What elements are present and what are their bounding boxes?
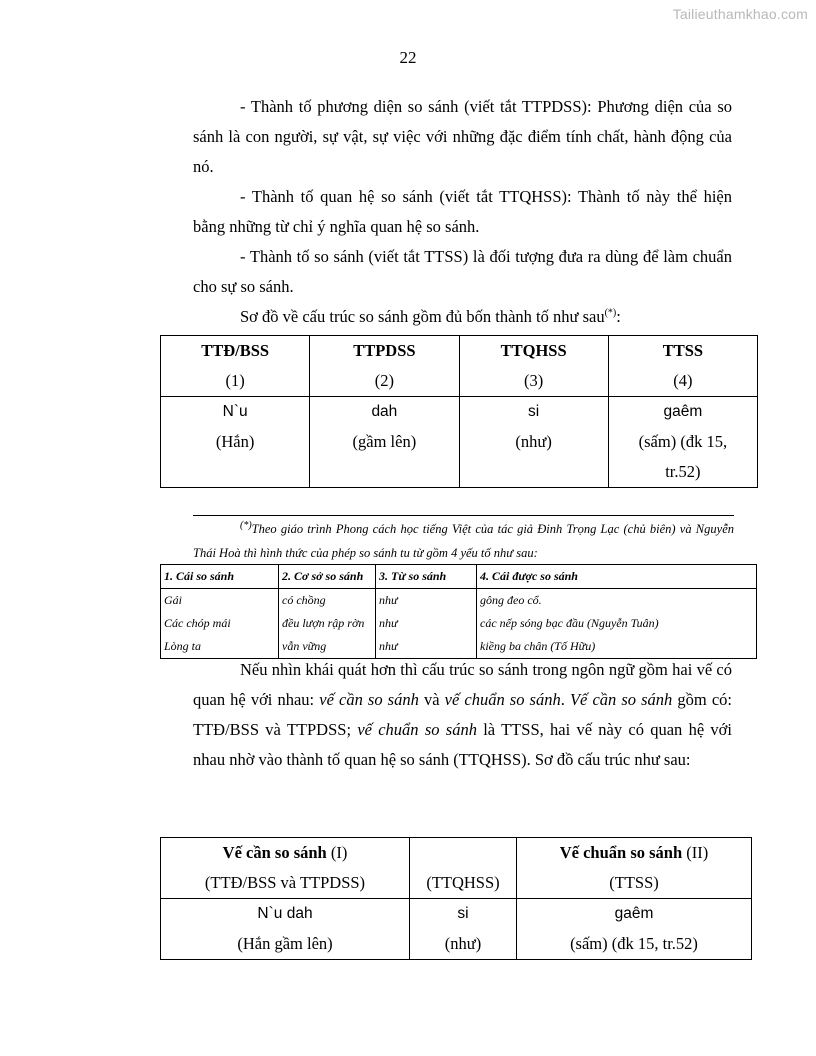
header-name: TTĐ/BSS [201,341,270,360]
table-cell: Lòng ta [161,635,279,659]
table-header-row [161,336,758,397]
watermark: Tailieuthamkhao.com [672,6,808,22]
original-text: N`u [222,403,248,420]
header-name: TTQHSS [500,341,567,360]
header-cell: 3. Từ so sánh [376,565,477,589]
header-sub: (TTQHSS) [426,873,500,892]
header-cell [410,838,517,899]
paragraph-ttqhss: - Thành tố quan hệ so sánh (viết tắt TTQHSS): Thành tố này thể hiện bằng những từ chỉ ý nghĩa quan hệ so sánh. [193,187,732,236]
footnote-text: Theo giáo trình Phong cách học tiếng Việt của tác giả Đinh Trọng Lạc (chủ biên) và Nguyễn Thái Hoà thì hình thức của phép so sánh tu từ gồm 4 yếu tố như sau: [193,522,734,560]
table-cell: như [376,612,477,635]
p5-term: vế chuẩn so sánh [444,690,561,709]
table-row [161,899,752,960]
paragraph-diagram-intro [193,302,732,332]
structure-table-four-components [160,335,758,488]
table-header-row [161,565,757,589]
table-row [161,589,757,613]
table-cell: như [376,635,477,659]
translation-text: (Hắn) [215,432,255,451]
header-cell: 1. Cái so sánh [161,565,279,589]
header-cell [310,336,459,397]
footnote [193,517,734,565]
p5-text: Nếu nhìn khái quát hơn thì cấu trúc so sánh trong ngôn ngữ gồm hai vế có quan hệ với nhau: [193,660,732,709]
table-cell: Gái [161,589,279,613]
translation-text: (sấm) (đk 15, tr.52) [570,934,698,953]
table-cell [517,899,752,960]
translation-text: (như) [515,432,552,451]
p5-text: . [560,690,570,709]
original-text: dah [371,403,398,420]
table-cell: gông đeo cổ. [477,589,757,613]
footnote-ref: (*) [604,307,617,319]
header-cell: 2. Cơ sở so sánh [279,565,376,589]
header-cell: 4. Cái được so sánh [477,565,757,589]
table-row [161,397,758,488]
original-text: gaêm [663,403,703,420]
original-text: N`u dah [257,905,313,922]
header-name: TTSS [662,341,704,360]
footnote-mark: (*) [240,519,252,531]
translation-text: (Hắn gầm lên) [237,934,333,953]
table-cell: Các chóp mái [161,612,279,635]
p5-term: vế cần so sánh [319,690,419,709]
header-title [521,838,747,868]
table-cell [161,397,310,488]
header-sub: (TTSS) [609,873,659,892]
header-cell [161,838,410,899]
header-cell [459,336,608,397]
paragraph-ttss: - Thành tố so sánh (viết tắt TTSS) là đối tượng đưa ra dùng để làm chuẩn cho sự so sánh. [193,247,732,296]
header-suffix: (I) [326,843,348,862]
structure-table-two-sides [160,837,752,960]
table-cell: kiềng ba chân (Tố Hữu) [477,635,757,659]
paragraph-ttpdss: - Thành tố phương diện so sánh (viết tắt TTPDSS): Phương diện của so sánh là con người, sự vật, sự việc với những đặc điểm tính chất, hành động của nó. [193,97,732,176]
p5-text: gồm có: TTĐ/BSS và TTPDSS; [193,690,732,739]
table-cell: đều lượn rập rờn [279,612,376,635]
page-number: 22 [399,48,417,67]
p5-term: Vế cần so sánh [569,690,673,709]
p5-text: và [418,690,445,709]
header-num: (4) [673,371,693,390]
intro-text: Sơ đồ về cấu trúc so sánh gồm đủ bốn thành tố như sau [240,307,605,326]
paragraph-general-structure [193,655,732,775]
table-cell [310,397,459,488]
translation-text: (sấm) (đk 15, tr.52) [638,432,728,481]
table-cell: có chồng [279,589,376,613]
original-text: gaêm [614,905,654,922]
table-cell [459,397,608,488]
header-num: (2) [374,371,394,390]
header-bold: Vế cần so sánh [222,843,327,862]
footnote-comparison-table [160,564,757,659]
header-title [165,838,405,868]
translation-text: (như) [444,934,482,953]
table-cell [608,397,757,488]
header-bold: Vế chuẩn so sánh [559,843,683,862]
p5-term: vế chuẩn so sánh [357,720,477,739]
header-num: (1) [225,371,245,390]
table-header-row [161,838,752,899]
table-cell [410,899,517,960]
header-num: (3) [524,371,544,390]
translation-text: (gầm lên) [352,432,417,451]
header-sub: (TTĐ/BSS và TTPDSS) [204,873,366,892]
original-text: si [528,403,540,420]
header-cell [161,336,310,397]
table-cell: vẫn vững [279,635,376,659]
table-cell: như [376,589,477,613]
intro-colon: : [616,307,621,326]
table-cell: các nếp sóng bạc đầu (Nguyễn Tuân) [477,612,757,635]
p5-text: là TTSS, hai vế này có quan hệ với nhau nhờ vào thành tố quan hệ so sánh (TTQHSS). Sơ đồ cấu trúc như sau: [193,720,732,769]
header-cell [608,336,757,397]
header-name: TTPDSS [353,341,416,360]
original-text: si [457,905,469,922]
table-row [161,612,757,635]
header-cell [517,838,752,899]
footnote-divider [193,515,734,516]
header-suffix: (II) [682,843,709,862]
table-cell [161,899,410,960]
